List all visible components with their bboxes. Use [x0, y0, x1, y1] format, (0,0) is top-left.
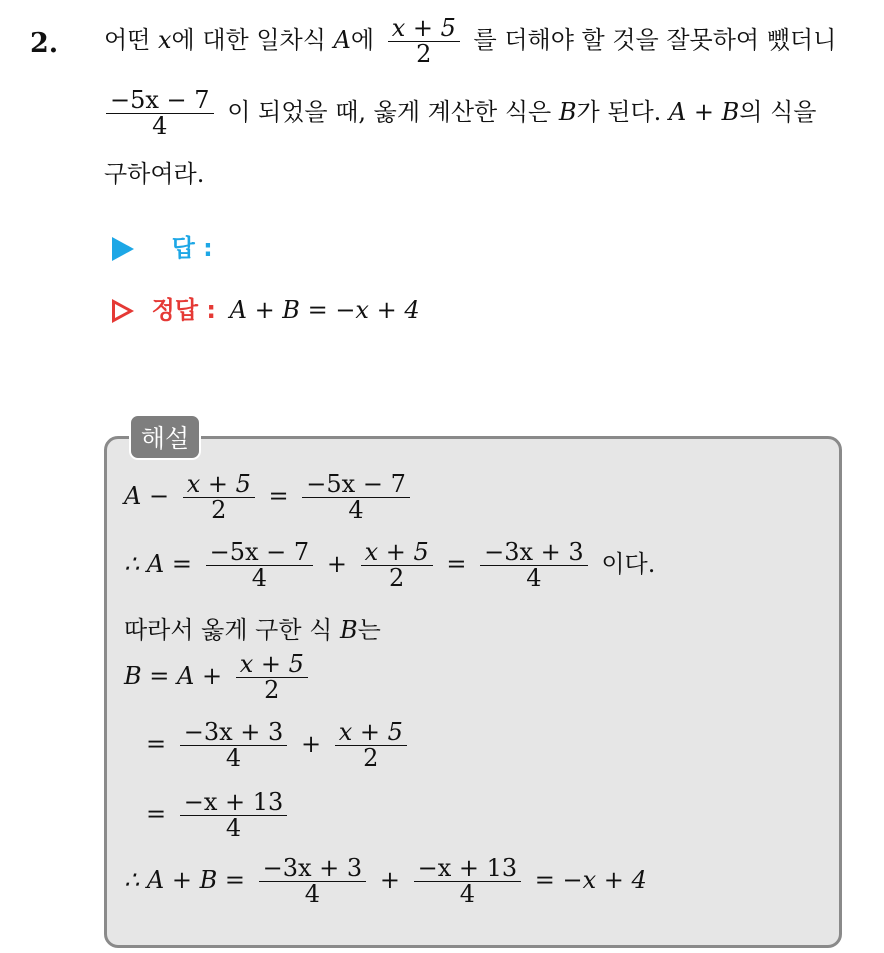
denominator: 2 — [416, 40, 432, 69]
numerator: −3x + 3 — [480, 540, 588, 566]
math-text: = — [146, 730, 167, 759]
variable-x: x — [158, 26, 172, 55]
solution-tag: 해설 — [129, 414, 201, 460]
fraction — [480, 540, 588, 591]
math-text: = — [446, 550, 467, 579]
problem-line-3: 구하여라. — [104, 160, 205, 188]
variable-a: A — [333, 26, 351, 55]
problem-text: 어떤 — [104, 26, 158, 55]
solution-step-6 — [146, 790, 293, 841]
fraction — [236, 652, 308, 703]
numerator: −3x + 3 — [180, 720, 288, 746]
denominator: 4 — [304, 880, 321, 909]
denominator: 2 — [363, 744, 379, 773]
denominator: 4 — [152, 112, 168, 141]
answer-row — [112, 228, 213, 263]
denominator: 4 — [526, 564, 542, 593]
fraction — [388, 16, 460, 67]
fraction — [361, 540, 433, 591]
math-text: ∴ A = — [124, 550, 192, 579]
math-text: = — [146, 800, 167, 829]
solution-step-4 — [124, 652, 314, 703]
denominator: 2 — [389, 564, 405, 593]
solution-step-2 — [124, 540, 655, 591]
denominator: 2 — [211, 496, 227, 525]
fraction — [183, 472, 255, 523]
fraction — [259, 856, 367, 907]
play-triangle-icon — [112, 237, 134, 261]
problem-line-1 — [104, 16, 836, 67]
math-text: + — [326, 550, 347, 579]
solution-text: 따라서 옳게 구한 식 — [124, 616, 340, 644]
problem-text: 가 된다. — [576, 98, 669, 127]
variable-b: B — [558, 98, 577, 127]
solution-step-1 — [124, 472, 416, 523]
fraction — [180, 790, 288, 841]
numerator: −3x + 3 — [259, 856, 367, 882]
outline-triangle-icon — [112, 299, 134, 323]
problem-text: 에 대한 일차식 — [171, 26, 334, 55]
denominator: 4 — [348, 496, 364, 525]
numerator: −x + 13 — [180, 790, 288, 816]
numerator: −5x − 7 — [302, 472, 410, 498]
denominator: 4 — [225, 744, 242, 773]
numerator: −x + 13 — [414, 856, 522, 882]
math-text: ∴ A + B = — [124, 866, 245, 895]
denominator: 4 — [459, 880, 475, 909]
expression-a-plus-b: A + B — [668, 98, 740, 127]
solution-step-5 — [146, 720, 413, 771]
problem-text: 이 되었을 때, 옳게 계산한 식은 — [227, 98, 559, 127]
math-text: = — [268, 482, 289, 511]
problem-text: 의 식을 — [739, 98, 817, 127]
math-text: A − — [124, 482, 170, 511]
correct-answer-value: A + B = −x + 4 — [229, 296, 420, 324]
correct-answer-row — [112, 290, 420, 325]
numerator: x + 5 — [388, 16, 460, 42]
numerator: x + 5 — [183, 472, 255, 498]
fraction — [414, 856, 522, 907]
numerator: −5x − 7 — [206, 540, 314, 566]
numerator: x + 5 — [335, 720, 407, 746]
math-text: + — [379, 866, 400, 895]
numerator: x + 5 — [236, 652, 308, 678]
fraction — [180, 720, 288, 771]
correct-answer-label: 정답 : — [151, 296, 216, 324]
fraction — [335, 720, 407, 771]
solution-step-3 — [124, 610, 381, 645]
denominator: 4 — [251, 564, 268, 593]
numerator: x + 5 — [361, 540, 433, 566]
fraction — [106, 88, 214, 139]
math-text: = −x + 4 — [534, 866, 647, 895]
denominator: 2 — [264, 676, 280, 705]
fraction — [302, 472, 410, 523]
problem-line-2 — [100, 88, 816, 139]
problem-text: 에 — [350, 26, 375, 55]
variable-b: B — [340, 616, 358, 644]
fraction — [206, 540, 314, 591]
problem-number: 2. — [30, 28, 59, 59]
problem-text: 를 더해야 할 것을 잘못하여 뺐더니 — [473, 26, 837, 55]
math-text: 이다. — [601, 550, 656, 579]
solution-step-7 — [124, 856, 647, 907]
solution-text: 는 — [357, 616, 381, 644]
answer-label: 답 : — [171, 234, 213, 262]
denominator: 4 — [225, 814, 242, 843]
math-text: B = A + — [124, 662, 223, 691]
numerator: −5x − 7 — [106, 88, 214, 114]
math-text: + — [300, 730, 322, 759]
